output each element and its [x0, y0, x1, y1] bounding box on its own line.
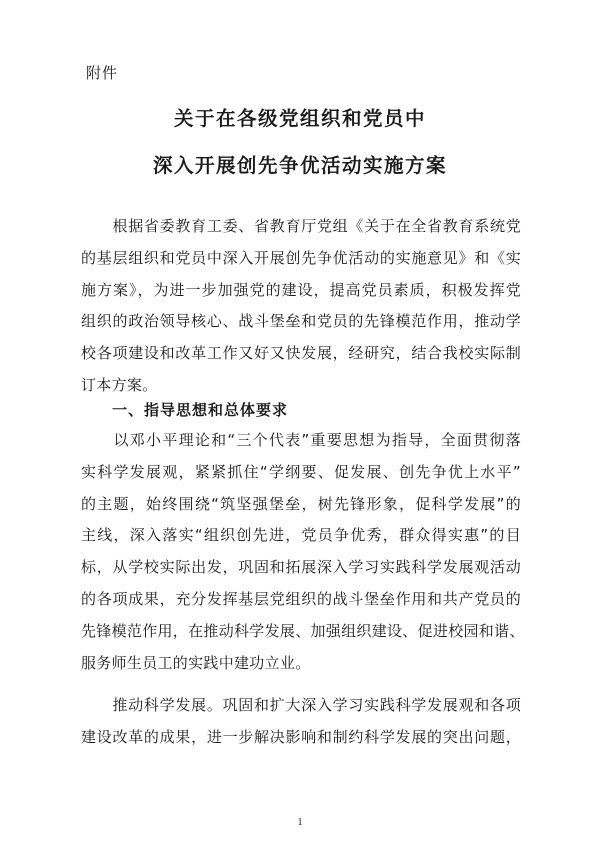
document-title-line-1: 关于在各级党组织和党员中 [173, 107, 426, 130]
section-line-3: 的主题，始终围绕“筑坚强堡垒，树先锋形象，促科学发展”的 [81, 494, 521, 513]
intro-line-2: 的基层组织和党员中深入开展创先争优活动的实施意见》和《实 [81, 248, 521, 267]
section-line-6: 的各项成果，充分发挥基层党组织的战斗堡垒作用和共产党员的 [81, 589, 521, 608]
page-number: 1 [297, 817, 303, 828]
section-paragraph [81, 425, 525, 679]
final-line-1: 推动科学发展。巩固和扩大深入学习实践科学发展观和各项 [81, 696, 521, 714]
intro-paragraph [81, 211, 521, 402]
intro-line-3: 施方案》，为进一步加强党的建设，提高党员素质，积极发挥党 [81, 280, 521, 299]
final-line-2: 建设改革的成果，进一步解决影响和制约科学发展的突出问题， [81, 727, 521, 746]
intro-line-5: 校各项建设和改革工作又好又快发展，经研究，结合我校实际制 [81, 344, 521, 363]
section-heading: 一、指导思想和总体要求 [112, 401, 289, 419]
intro-line-4: 组织的政治领导核心、战斗堡垒和党员的先锋模范作用，推动学 [81, 312, 521, 331]
intro-line-6: 订本方案。 [81, 375, 158, 394]
intro-line-1: 根据省委教育工委、省教育厅党组《关于在全省教育系统党 [81, 217, 521, 235]
section-line-8: 服务师生员工的实践中建功立业。 [81, 653, 311, 672]
section-line-4: 主线，深入落实“组织创先进，党员争优秀，群众得实惠”的目 [81, 526, 521, 545]
document-title-line-2: 深入开展创先争优活动实施方案 [152, 154, 447, 177]
section-line-5: 标，从学校实际出发，巩固和拓展深入学习实践科学发展观活动 [81, 558, 521, 577]
section-line-2: 实科学发展观，紧紧抓住“学纲要、促发展、创先争优上水平” [81, 462, 521, 481]
attachment-label: 附件 [86, 64, 119, 82]
section-line-1: 以邓小平理论和“三个代表”重要思想为指导，全面贯彻落 [81, 431, 521, 449]
section-line-7: 先锋模范作用，在推动科学发展、加强组织建设、促进校园和谐、 [81, 621, 525, 640]
final-paragraph [81, 690, 521, 754]
